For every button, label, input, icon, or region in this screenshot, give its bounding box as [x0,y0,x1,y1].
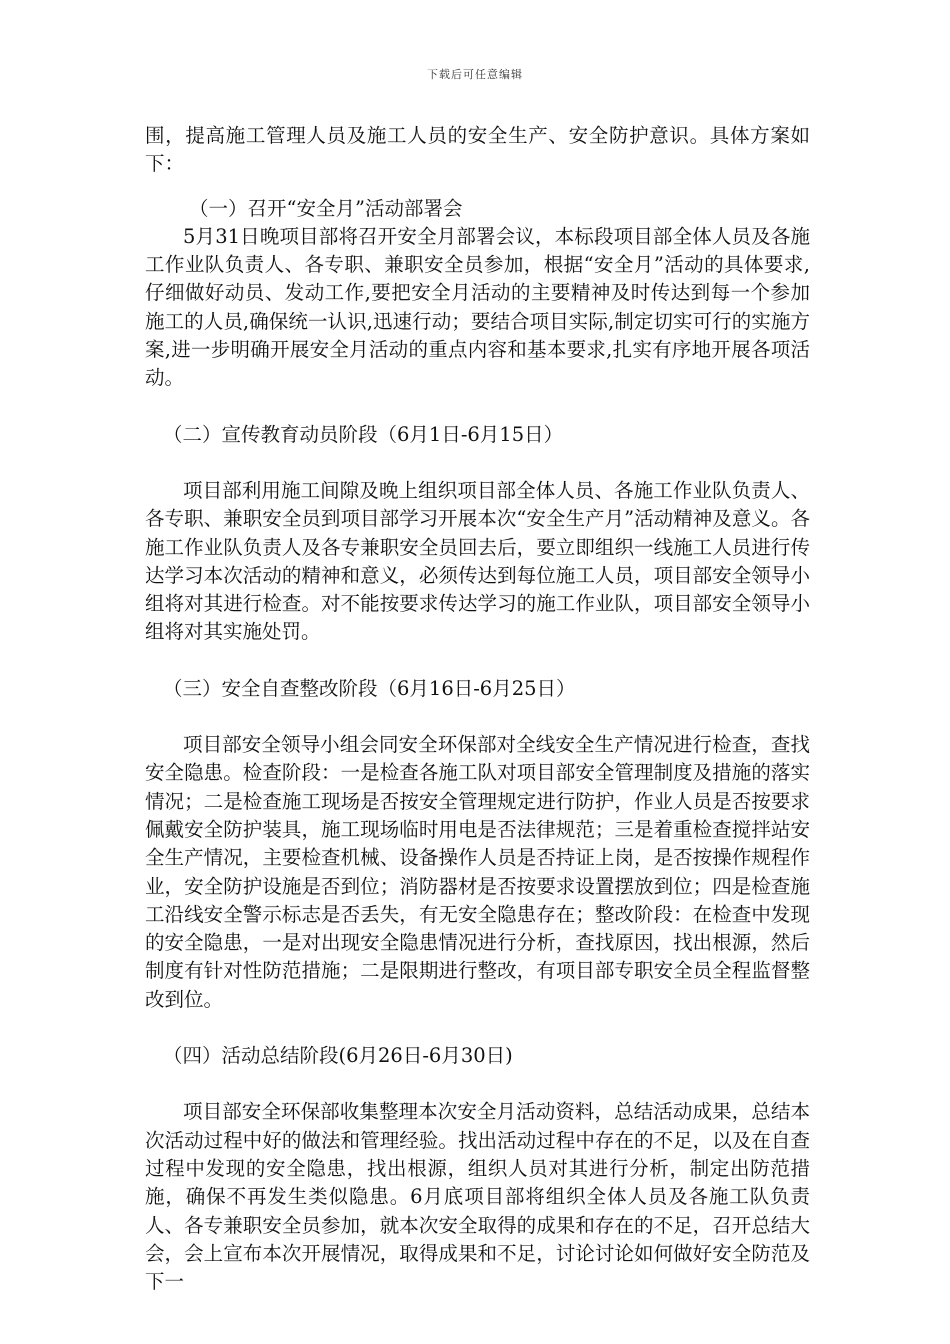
intro-paragraph: 围，提高施工管理人员及施工人员的安全生产、安全防护意识。具体方案如下： [145,124,810,176]
paragraph-gap [145,647,810,675]
section-3-heading: （三）安全自查整改阶段（6月16日-6月25日） [163,676,576,700]
paragraph-gap [145,393,810,421]
section-4-heading: （四）活动总结阶段(6月26日-6月30日) [163,1044,513,1068]
document-body [145,122,810,1296]
page-header-note: 下载后可任意编辑 [427,68,523,81]
section-2-body: 项目部利用施工间隙及晚上组织项目部全体人员、各施工作业队负责人、各专职、兼职安全员到项目部学习开展本次“安全生产月”活动精神及意义。各施工作业队负责人及各专兼职安全员回去后，要立即组织一线施工人员进行传达学习本次活动的精神和意义，必须传达到每位施工人员，项目部安全领导小组将对其进行检查。对不能按要求传达学习的施工作业队，项目部安全领导小组将对其实施处罚。 [145,478,810,644]
paragraph-gap [145,449,810,477]
paragraph-gap [145,179,810,195]
paragraph-gap [145,703,810,731]
section-3-body: 项目部安全领导小组会同安全环保部对全线安全生产情况进行检查，查找安全隐患。检查阶段：一是检查各施工队对项目部安全管理制度及措施的落实情况；二是检查施工现场是否按安全管理规定进行防护，作业人员是否按要求佩戴安全防护装具，施工现场临时用电是否法律规范；三是着重检查搅拌站安全生产情况，主要检查机械、设备操作人员是否持证上岗，是否按操作规程作业，安全防护设施是否到位；消防器材是否按要求设置摆放到位；四是检查施工沿线安全警示标志是否丢失，有无安全隐患存在；整改阶段：在检查中发现的安全隐患，一是对出现安全隐患情况进行分析，查找原因，找出根源，然后制度有针对性防范措施；二是限期进行整改，有项目部专职安全员全程监督整改到位。 [145,733,810,1011]
section-4-body: 项目部安全环保部收集整理本次安全月活动资料，总结活动成果，总结本次活动过程中好的做法和管理经验。找出活动过程中存在的不足，以及在自查过程中发现的安全隐患，找出根源，组织人员对其进行分析，制定出防范措施，确保不再发生类似隐患。6月底项目部将组织全体人员及各施工队负责人、各专兼职安全员参加，就本次安全取得的成果和存在的不足，召开总结大会，会上宣布本次开展情况，取得成果和不足，讨论讨论如何做好安全防范及下一 [145,1100,810,1294]
section-2-heading: （二）宣传教育动员阶段（6月1日-6月15日） [163,422,564,446]
section-1-body: 5月31日晚项目部将召开安全月部署会议，本标段项目部全体人员及各施工作业队负责人、各专职、兼职安全员参加，根据“安全月”活动的具体要求,仔细做好动员、发动工作,要把安全月活动的主要精神及时传达到每一个参加施工的人员,确保统一认识,迅速行动；要结合项目实际,制定切实可行的实施方案,进一步明确开展安全月活动的重点内容和基本要求,扎实有序地开展各项活动。 [145,224,810,390]
paragraph-gap [145,1014,810,1042]
paragraph-gap [145,1070,810,1098]
section-1-heading: （一）召开“安全月”活动部署会 [189,196,463,220]
